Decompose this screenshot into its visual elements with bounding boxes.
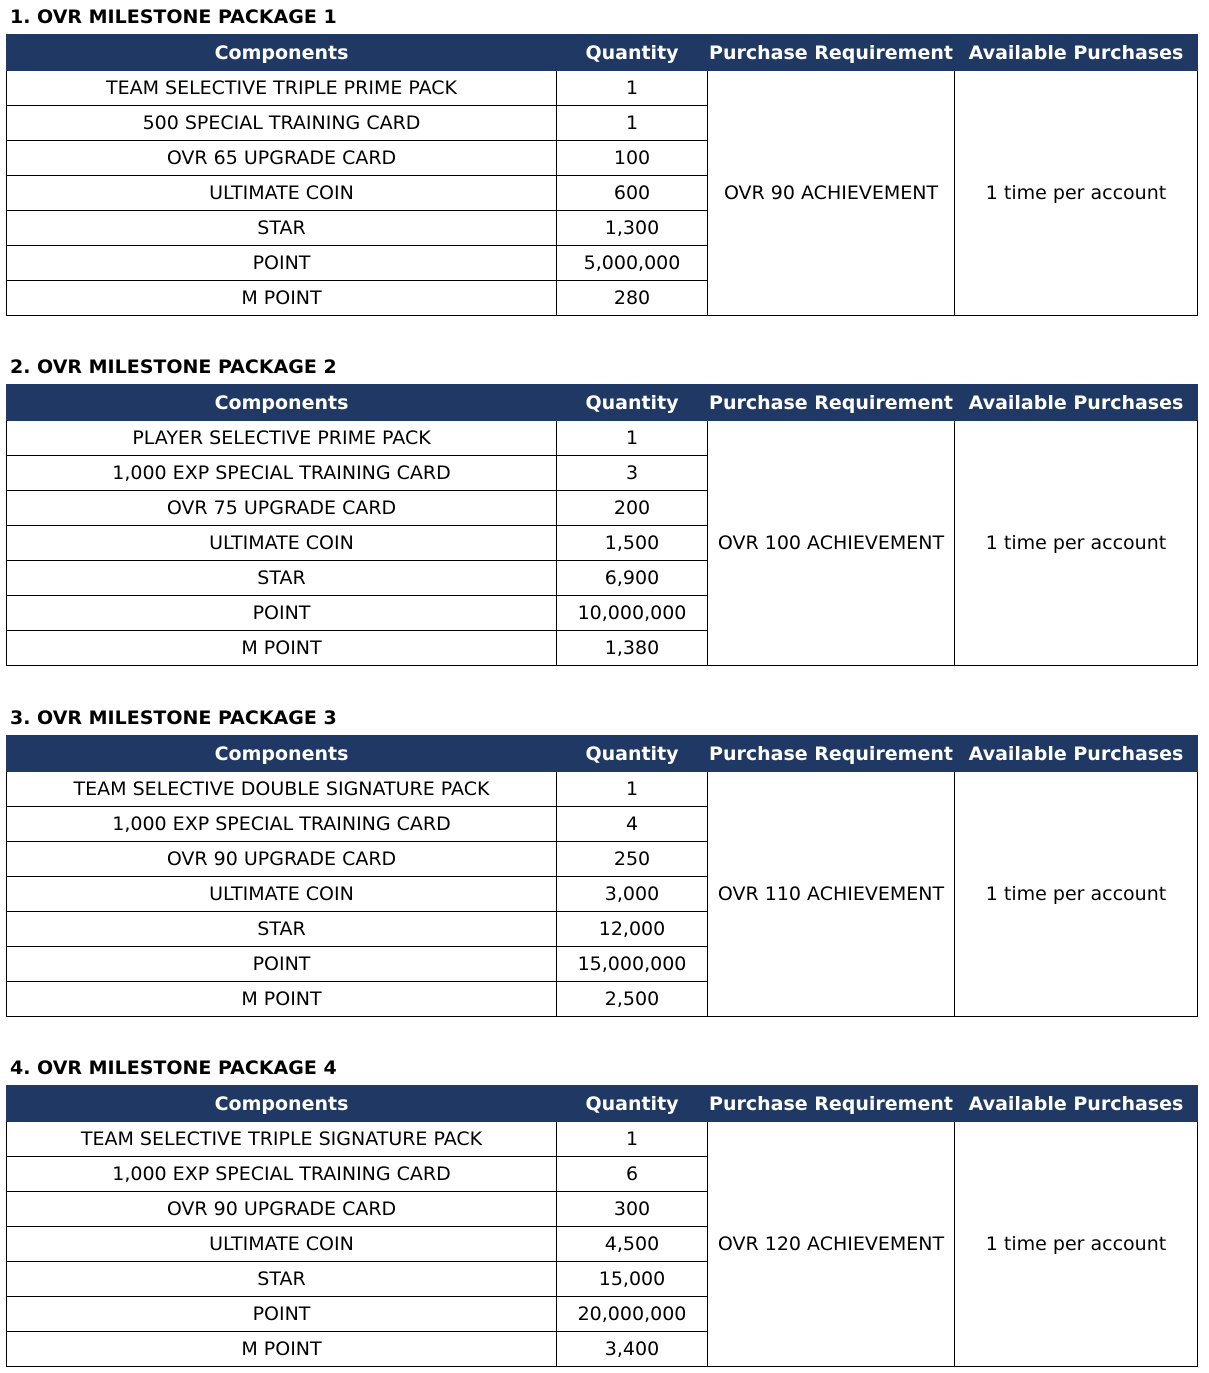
quantity-cell: 15,000 bbox=[557, 1262, 708, 1297]
quantity-header: Quantity bbox=[557, 1086, 708, 1122]
component-cell: POINT bbox=[7, 1297, 557, 1332]
quantity-cell: 15,000,000 bbox=[557, 947, 708, 982]
quantity-cell: 1 bbox=[557, 106, 708, 141]
requirement-header: Purchase Requirement bbox=[708, 736, 955, 772]
table-row bbox=[7, 1122, 1198, 1157]
quantity-cell: 250 bbox=[557, 842, 708, 877]
component-cell: OVR 65 UPGRADE CARD bbox=[7, 141, 557, 176]
available-cell: 1 time per account bbox=[955, 1122, 1198, 1367]
quantity-cell: 1 bbox=[557, 421, 708, 456]
package-title: 1. OVR MILESTONE PACKAGE 1 bbox=[10, 6, 337, 28]
component-cell: STAR bbox=[7, 1262, 557, 1297]
component-cell: PLAYER SELECTIVE PRIME PACK bbox=[7, 421, 557, 456]
component-cell: ULTIMATE COIN bbox=[7, 1227, 557, 1262]
table-row bbox=[7, 71, 1198, 106]
quantity-cell: 6 bbox=[557, 1157, 708, 1192]
quantity-cell: 280 bbox=[557, 281, 708, 316]
component-cell: M POINT bbox=[7, 982, 557, 1017]
requirement-cell: OVR 100 ACHIEVEMENT bbox=[708, 421, 955, 666]
components-header: Components bbox=[7, 35, 557, 71]
component-cell: OVR 90 UPGRADE CARD bbox=[7, 842, 557, 877]
available-cell: 1 time per account bbox=[955, 772, 1198, 1017]
component-cell: ULTIMATE COIN bbox=[7, 176, 557, 211]
component-cell: POINT bbox=[7, 596, 557, 631]
quantity-cell: 2,500 bbox=[557, 982, 708, 1017]
available-header: Available Purchases bbox=[955, 385, 1198, 421]
component-cell: M POINT bbox=[7, 1332, 557, 1367]
quantity-cell: 5,000,000 bbox=[557, 246, 708, 281]
package-table bbox=[6, 384, 1198, 666]
quantity-header: Quantity bbox=[557, 385, 708, 421]
quantity-cell: 6,900 bbox=[557, 561, 708, 596]
quantity-cell: 100 bbox=[557, 141, 708, 176]
component-cell: 500 SPECIAL TRAINING CARD bbox=[7, 106, 557, 141]
available-cell: 1 time per account bbox=[955, 421, 1198, 666]
package-table bbox=[6, 34, 1198, 316]
package-title: 3. OVR MILESTONE PACKAGE 3 bbox=[10, 707, 337, 729]
component-cell: ULTIMATE COIN bbox=[7, 877, 557, 912]
header-row bbox=[7, 385, 1198, 421]
requirement-cell: OVR 90 ACHIEVEMENT bbox=[708, 71, 955, 316]
component-cell: STAR bbox=[7, 561, 557, 596]
header-row bbox=[7, 736, 1198, 772]
component-cell: POINT bbox=[7, 246, 557, 281]
component-cell: 1,000 EXP SPECIAL TRAINING CARD bbox=[7, 456, 557, 491]
quantity-cell: 200 bbox=[557, 491, 708, 526]
quantity-cell: 20,000,000 bbox=[557, 1297, 708, 1332]
package-table bbox=[6, 1085, 1198, 1367]
package-title: 2. OVR MILESTONE PACKAGE 2 bbox=[10, 356, 337, 378]
component-cell: 1,000 EXP SPECIAL TRAINING CARD bbox=[7, 1157, 557, 1192]
components-header: Components bbox=[7, 1086, 557, 1122]
quantity-cell: 10,000,000 bbox=[557, 596, 708, 631]
requirement-header: Purchase Requirement bbox=[708, 1086, 955, 1122]
requirement-cell: OVR 120 ACHIEVEMENT bbox=[708, 1122, 955, 1367]
quantity-cell: 1,500 bbox=[557, 526, 708, 561]
component-cell: 1,000 EXP SPECIAL TRAINING CARD bbox=[7, 807, 557, 842]
component-cell: ULTIMATE COIN bbox=[7, 526, 557, 561]
quantity-header: Quantity bbox=[557, 35, 708, 71]
component-cell: TEAM SELECTIVE TRIPLE SIGNATURE PACK bbox=[7, 1122, 557, 1157]
quantity-cell: 3,400 bbox=[557, 1332, 708, 1367]
quantity-cell: 4,500 bbox=[557, 1227, 708, 1262]
available-header: Available Purchases bbox=[955, 736, 1198, 772]
requirement-cell: OVR 110 ACHIEVEMENT bbox=[708, 772, 955, 1017]
quantity-cell: 1 bbox=[557, 71, 708, 106]
requirement-header: Purchase Requirement bbox=[708, 35, 955, 71]
available-header: Available Purchases bbox=[955, 1086, 1198, 1122]
header-row bbox=[7, 1086, 1198, 1122]
quantity-cell: 1 bbox=[557, 772, 708, 807]
component-cell: OVR 75 UPGRADE CARD bbox=[7, 491, 557, 526]
quantity-cell: 1,380 bbox=[557, 631, 708, 666]
quantity-cell: 1,300 bbox=[557, 211, 708, 246]
package-title: 4. OVR MILESTONE PACKAGE 4 bbox=[10, 1057, 337, 1079]
table-row bbox=[7, 421, 1198, 456]
available-cell: 1 time per account bbox=[955, 71, 1198, 316]
components-header: Components bbox=[7, 385, 557, 421]
available-header: Available Purchases bbox=[955, 35, 1198, 71]
component-cell: M POINT bbox=[7, 631, 557, 666]
components-header: Components bbox=[7, 736, 557, 772]
quantity-cell: 600 bbox=[557, 176, 708, 211]
package-table bbox=[6, 735, 1198, 1017]
header-row bbox=[7, 35, 1198, 71]
quantity-cell: 1 bbox=[557, 1122, 708, 1157]
component-cell: TEAM SELECTIVE TRIPLE PRIME PACK bbox=[7, 71, 557, 106]
quantity-cell: 300 bbox=[557, 1192, 708, 1227]
component-cell: STAR bbox=[7, 211, 557, 246]
table-row bbox=[7, 772, 1198, 807]
quantity-header: Quantity bbox=[557, 736, 708, 772]
component-cell: POINT bbox=[7, 947, 557, 982]
component-cell: STAR bbox=[7, 912, 557, 947]
quantity-cell: 4 bbox=[557, 807, 708, 842]
component-cell: TEAM SELECTIVE DOUBLE SIGNATURE PACK bbox=[7, 772, 557, 807]
quantity-cell: 12,000 bbox=[557, 912, 708, 947]
quantity-cell: 3 bbox=[557, 456, 708, 491]
quantity-cell: 3,000 bbox=[557, 877, 708, 912]
component-cell: OVR 90 UPGRADE CARD bbox=[7, 1192, 557, 1227]
requirement-header: Purchase Requirement bbox=[708, 385, 955, 421]
component-cell: M POINT bbox=[7, 281, 557, 316]
